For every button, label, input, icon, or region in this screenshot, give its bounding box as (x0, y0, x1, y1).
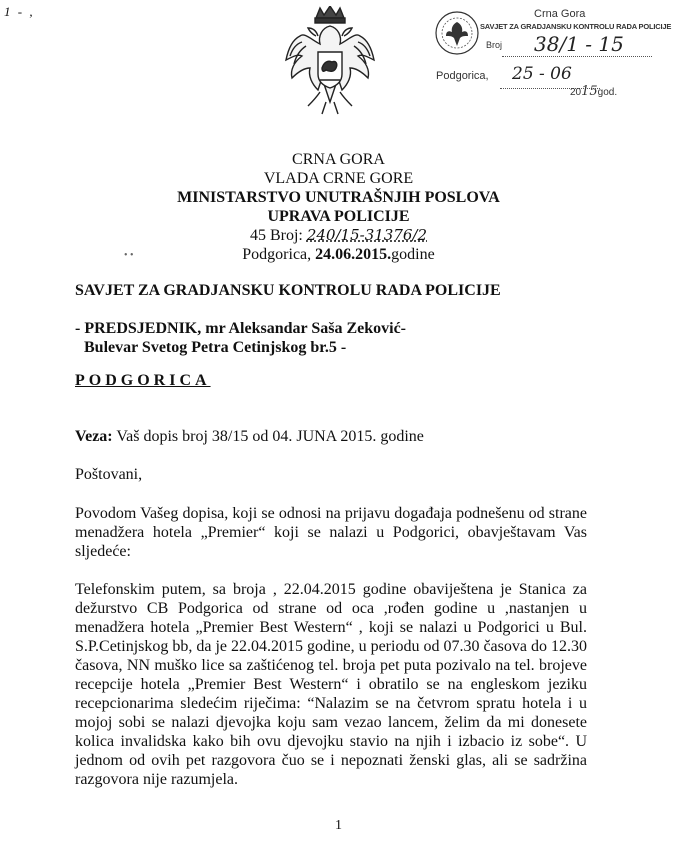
header-date-line (0, 245, 677, 264)
salutation: Poštovani, (75, 466, 143, 483)
recipient-person: - PREDSJEDNIK, mr Aleksandar Saša Zeković- (75, 320, 406, 337)
stamp-number-line (502, 56, 652, 57)
corner-handwritten-mark: 1 - , (4, 4, 35, 19)
veza-label: Veza: (75, 428, 113, 445)
veza-line (75, 428, 424, 446)
scan-dots: • • (124, 250, 134, 261)
recipient-address: Bulevar Svetog Petra Cetinjskog br.5 - (84, 339, 347, 356)
stamp-year-suffix: god. (597, 87, 618, 98)
stamp-year (570, 84, 617, 99)
reception-stamp (430, 4, 672, 100)
stamp-number-value: 38/1 - 15 (534, 32, 624, 56)
paragraph-1 (75, 504, 587, 561)
stamp-institution: SAVJET ZA GRADJANSKU KONTROLU RADA POLICIJE (480, 22, 672, 31)
stamp-number-label: Broj (486, 40, 503, 50)
stamp-country: Crna Gora (534, 8, 586, 20)
page-number: 1 (335, 818, 342, 833)
stamp-date-value: 25 - 06 (512, 64, 572, 84)
header-date: 24.06.2015. (315, 246, 392, 263)
paragraph-2-text: Telefonskim putem, sa broja , 22.04.2015 godine obaviještena je Stanica za dežurstvo CB Podgorica od strane od oca ,rođen godine u ,nastanjen u menadžera hotela „Premier Best Western“ , koji se nalazi u Podgorici u Bul. S.P.Cetinjskog bb, da je 22.04.2015 godine, u periodu od 07.30 časova do 12.30 časova, NN muško lice sa zaštićenog tel. broja pet puta pozivalo na tel. brojeve recepcije hotela „Premier Best Western“ i obratilo se na engleskom jeziku recepcionarima sledećim riječima: “Nalazim se na četvrom spratu hotela i u mojoj sobi se nalazi djevojka koju sam vezao lancem, želim da mi donesete kolica invalidska kako bih ovu djevojku stavio na njih i izbacio iz sobe“. U jednom od ovih pet razgovora čuo se i nepoznati ženski glas, ali se sadržina razgovora nije razumjela. (75, 581, 587, 788)
recipient-org: SAVJET ZA GRADJANSKU KONTROLU RADA POLICIJE (75, 282, 501, 299)
header-date-suffix: godine (391, 246, 435, 263)
paragraph-2 (75, 580, 587, 789)
header-place: Podgorica, (242, 246, 312, 263)
veza-text: Vaš dopis broj 38/15 od 04. JUNA 2015. godine (116, 428, 424, 445)
stamp-city-label: Podgorica, (436, 70, 489, 82)
stamp-seal-icon (434, 10, 480, 56)
header-directorate: UPRAVA POLICIJE (267, 208, 410, 225)
reference-prefix: 45 Broj: (249, 227, 303, 244)
coat-of-arms-icon (282, 6, 378, 118)
header-country: CRNA GORA (292, 151, 385, 168)
header-reference (0, 226, 677, 245)
stamp-year-prefix: 20 (570, 87, 582, 98)
header-ministry: MINISTARSTVO UNUTRAŠNJIH POSLOVA (177, 189, 500, 206)
reference-number: 240/15-31376/2 (306, 226, 428, 244)
recipient-city: PODGORICA (75, 372, 211, 389)
header-government: VLADA CRNE GORE (263, 170, 414, 187)
paragraph-1-text: Povodom Vašeg dopisa, koji se odnosi na prijavu događaja podnešenu od strane menadžera hotela „Premier“ koji se nalazi u Podgorici, obavještavam Vas sljedeće: (75, 505, 587, 560)
stamp-year-value: 15 (581, 84, 598, 99)
